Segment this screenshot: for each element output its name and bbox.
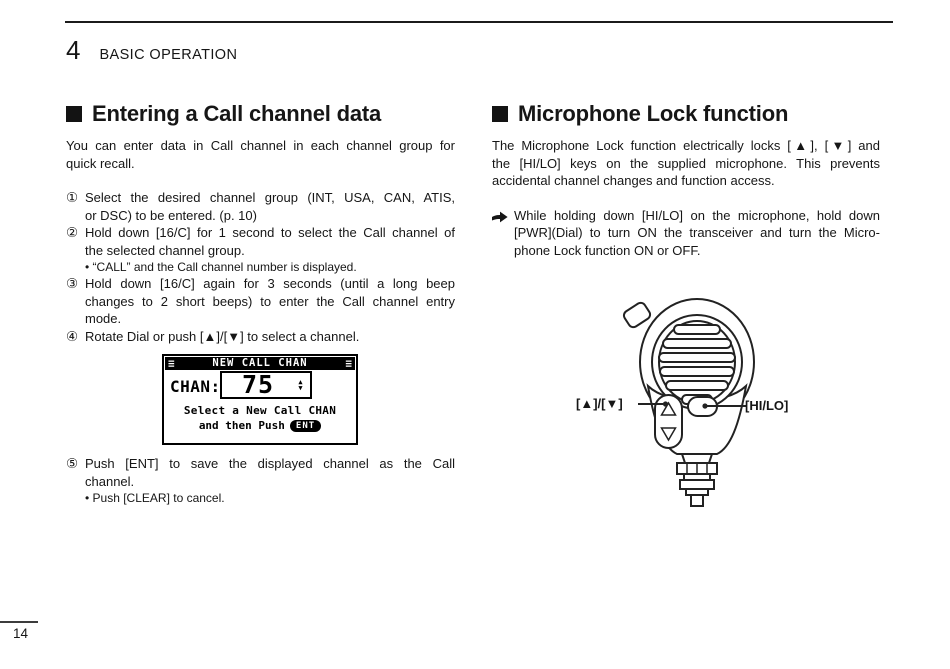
step-text-line: mode. bbox=[85, 311, 122, 326]
page-number: 14 bbox=[13, 626, 29, 641]
intro-line: quick recall. bbox=[66, 155, 135, 171]
step-number: ⑤ bbox=[66, 456, 79, 471]
step-item bbox=[66, 224, 455, 275]
menu-lines-icon: ≡ bbox=[168, 357, 175, 370]
tip-text-line: While holding down [HI/LO] on the microphone, hold down bbox=[514, 207, 880, 223]
body-line: accidental channel changes and function access. bbox=[492, 173, 775, 188]
step-text-line: Rotate Dial or push [▲]/[▼] to select a channel. bbox=[85, 328, 360, 344]
pointer-arrow-icon bbox=[492, 207, 514, 260]
lcd-display-illustration bbox=[162, 354, 358, 445]
step-text-line: Push [ENT] to save the displayed channel as the Call bbox=[85, 456, 455, 471]
section-heading-text: Microphone Lock function bbox=[518, 101, 789, 126]
lcd-channel-box bbox=[220, 371, 312, 399]
left-column bbox=[66, 101, 455, 506]
ent-key-badge: ENT bbox=[290, 420, 321, 432]
step-text-line: Hold down [16/C] for 1 second to select the Call channel of bbox=[85, 225, 455, 240]
mic-top-tab bbox=[622, 301, 652, 329]
step-number: ③ bbox=[66, 276, 79, 291]
step-text-line: Select the desired channel group (INT, USA, CAN, ATIS, bbox=[85, 190, 455, 205]
lcd-chan-label: CHAN: bbox=[170, 377, 221, 396]
step-text-line: changes to 2 short beeps) to enter the Call channel entry bbox=[85, 293, 455, 309]
menu-lines-icon: ≡ bbox=[345, 357, 352, 370]
step-text-line: Hold down [16/C] again for 3 seconds (until a long beep bbox=[85, 276, 455, 291]
chapter-number: 4 bbox=[66, 35, 81, 65]
body-line: The Microphone Lock function electrically locks [▲], [▼] and bbox=[492, 138, 880, 153]
callout-dot bbox=[702, 403, 707, 408]
step-item bbox=[66, 328, 455, 346]
footer-rule bbox=[0, 621, 38, 623]
lcd-prompt-line1: Select a New Call CHAN bbox=[183, 404, 337, 417]
steps-list bbox=[66, 189, 455, 506]
section-heading-text: Entering a Call channel data bbox=[92, 101, 382, 126]
callout-dot bbox=[663, 401, 668, 406]
step-text-line: the selected channel group. bbox=[85, 242, 245, 258]
tip-item bbox=[492, 207, 880, 260]
lcd-channel-value: 75 bbox=[241, 370, 275, 400]
tip-text-line: phone Lock function ON or OFF. bbox=[514, 242, 701, 258]
step-item bbox=[66, 189, 455, 224]
lcd-prompt-line2-text: and then Push bbox=[198, 419, 285, 432]
step-text-line: channel. bbox=[85, 473, 135, 489]
intro-paragraph bbox=[66, 137, 455, 172]
up-arrow-icon: ▲ bbox=[298, 378, 303, 386]
chapter-header bbox=[66, 37, 237, 63]
chapter-title: BASIC OPERATION bbox=[99, 47, 238, 63]
mic-updown-label: [▲]/[▼] bbox=[576, 396, 623, 411]
lcd-title-bar bbox=[165, 357, 355, 370]
mic-lock-paragraph bbox=[492, 137, 880, 190]
step-item bbox=[66, 455, 455, 506]
spinner-arrows-icon bbox=[294, 379, 310, 391]
right-column bbox=[492, 101, 880, 510]
down-arrow-icon: ▼ bbox=[298, 384, 303, 392]
mic-connector bbox=[677, 454, 717, 506]
step-number: ④ bbox=[66, 328, 79, 344]
section-heading-call-channel bbox=[66, 101, 455, 126]
step-text-line: or DSC) to be entered. (p. 10) bbox=[85, 207, 257, 223]
tip-text-line: [PWR](Dial) to turn ON the transceiver and turn the Micro- bbox=[514, 225, 880, 240]
microphone-illustration bbox=[492, 292, 880, 510]
lcd-prompt-line2 bbox=[164, 417, 356, 435]
lcd-title-text: NEW CALL CHAN bbox=[212, 356, 308, 369]
step-number: ② bbox=[66, 225, 79, 240]
header-rule bbox=[65, 21, 893, 23]
intro-line: You can enter data in Call channel in each channel group for bbox=[66, 138, 455, 153]
step-number: ① bbox=[66, 190, 79, 205]
step-note: • Push [CLEAR] to cancel. bbox=[85, 491, 225, 505]
body-line: the [HI/LO] keys on the supplied microphone. This prevents bbox=[492, 155, 880, 171]
step-note: • “CALL” and the Call channel number is displayed. bbox=[85, 260, 357, 274]
heading-square-icon bbox=[492, 106, 508, 122]
mic-hilo-label: [HI/LO] bbox=[745, 398, 789, 413]
step-item bbox=[66, 275, 455, 328]
heading-square-icon bbox=[66, 106, 82, 122]
section-heading-mic-lock bbox=[492, 101, 880, 126]
